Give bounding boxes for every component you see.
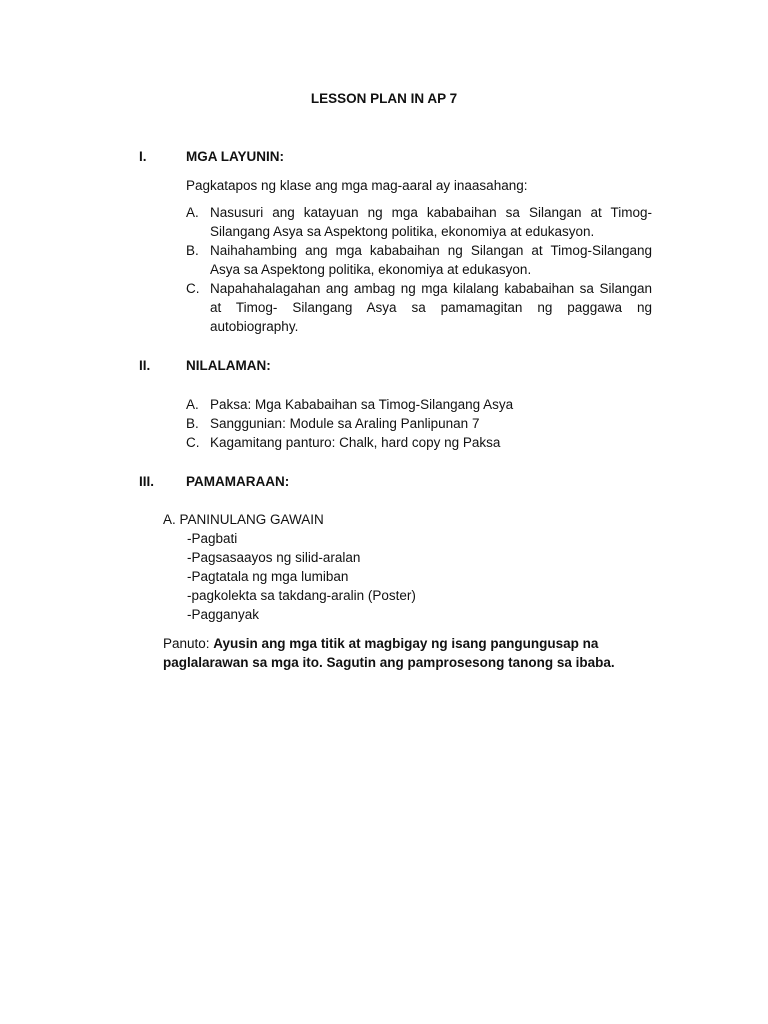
list-item — [186, 433, 652, 452]
list-marker: B. — [186, 243, 199, 258]
list-item — [186, 203, 652, 241]
layunin-intro: Pagkatapos ng klase ang mga mag-aaral ay inaasahang: — [186, 178, 528, 193]
list-marker: C. — [186, 281, 200, 296]
page-title: LESSON PLAN IN AP 7 — [310, 91, 458, 106]
layunin-list — [186, 203, 652, 336]
list-marker: C. — [186, 435, 200, 450]
nilalaman-list — [186, 395, 652, 452]
list-marker: A. — [186, 205, 199, 220]
list-item — [186, 279, 652, 336]
section-number-2: II. — [139, 358, 151, 373]
list-item-text: Sanggunian: Module sa Araling Panlipunan 7 — [210, 416, 480, 431]
list-item: -Pagtatala ng mga lumiban — [187, 569, 349, 584]
list-item-text: Nasusuri ang katayuan ng mga kababaihan sa Silangan at Timog-Silangang Asya sa Aspektong politika, ekonomiya at edukasyon. — [210, 205, 652, 239]
section-heading-layunin: MGA LAYUNIN: — [186, 149, 285, 164]
list-item-text: Paksa: Mga Kababaihan sa Timog-Silangang Asya — [210, 397, 514, 412]
list-item: -Pagsasaayos ng silid-aralan — [187, 550, 361, 565]
instructions-label: Panuto: — [163, 636, 214, 651]
list-item-text: Napahahalagahan ang ambag ng mga kilalang kababaihan sa Silangan at Timog- Silangang Asya sa pamamagitan ng paggawa ng autobiography. — [210, 281, 652, 334]
activity-steps — [187, 529, 416, 624]
list-item: -Pagbati — [187, 531, 238, 546]
instructions-text: Ayusin ang mga titik at magbigay ng isang pangungusap na paglalarawan sa mga ito. Sagutin ang pamprosesong tanong sa ibaba. — [163, 636, 615, 670]
section-heading-pamamaraan: PAMAMARAAN: — [186, 474, 290, 489]
section-number-3: III. — [139, 474, 155, 489]
section-number-1: I. — [139, 149, 147, 164]
list-marker: B. — [186, 416, 199, 431]
section-heading-nilalaman: NILALAMAN: — [186, 358, 271, 373]
subsection-heading: A. PANINULANG GAWAIN — [163, 512, 324, 527]
list-item-text: Kagamitang panturo: Chalk, hard copy ng Paksa — [210, 435, 501, 450]
instructions — [163, 634, 643, 672]
list-marker: A. — [186, 397, 199, 412]
list-item — [186, 414, 652, 433]
list-item — [186, 395, 652, 414]
list-item-text: Naihahambing ang mga kababaihan ng Silangan at Timog-Silangang Asya sa Aspektong politika, ekonomiya at edukasyon. — [210, 243, 652, 277]
list-item: -pagkolekta sa takdang-aralin (Poster) — [187, 588, 416, 603]
list-item: -Pagganyak — [187, 607, 260, 622]
list-item — [186, 241, 652, 279]
